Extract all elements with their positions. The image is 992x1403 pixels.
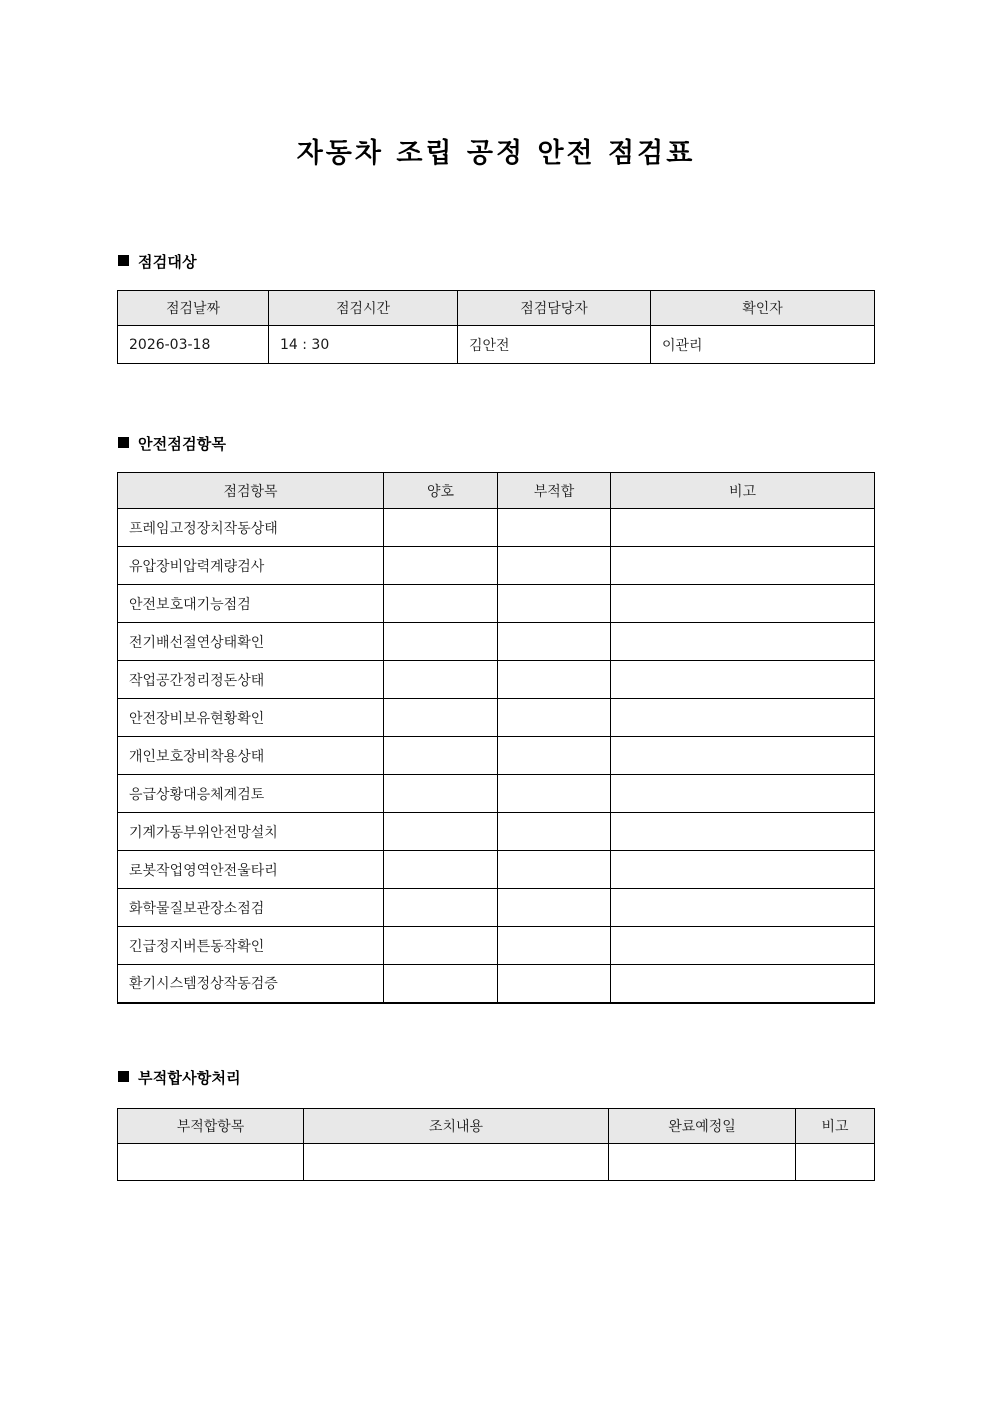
cell-remarks[interactable] <box>611 813 875 851</box>
cell-approver[interactable]: 이관리 <box>651 326 875 364</box>
cell-inspection-item[interactable]: 로봇작업영역안전울타리 <box>118 851 384 889</box>
cell-inspection-item[interactable]: 작업공간정리정돈상태 <box>118 661 384 699</box>
cell-nonconforming-check[interactable] <box>498 547 611 585</box>
cell-nonconforming-check[interactable] <box>498 775 611 813</box>
cell-remarks[interactable] <box>611 889 875 927</box>
cell-good-check[interactable] <box>384 585 498 623</box>
cell-good-check[interactable] <box>384 509 498 547</box>
cell-good-check[interactable] <box>384 699 498 737</box>
cell-remarks[interactable] <box>611 585 875 623</box>
column-header-time: 점검시간 <box>269 291 458 326</box>
column-header-item: 점검항목 <box>118 473 384 509</box>
nonconformance-table <box>117 1108 875 1181</box>
filled-square-icon <box>118 1071 129 1082</box>
cell-inspection-item[interactable]: 안전장비보유현황확인 <box>118 699 384 737</box>
column-header-due-date: 완료예정일 <box>609 1109 796 1144</box>
cell-good-check[interactable] <box>384 965 498 1003</box>
cell-time[interactable]: 14 : 30 <box>269 326 458 364</box>
cell-nonconforming-check[interactable] <box>498 509 611 547</box>
inspection-target-table <box>117 290 875 364</box>
cell-good-check[interactable] <box>384 547 498 585</box>
cell-inspection-item[interactable]: 긴급정지버튼동작확인 <box>118 927 384 965</box>
cell-inspection-item[interactable]: 기계가동부위안전망설치 <box>118 813 384 851</box>
cell-good-check[interactable] <box>384 889 498 927</box>
cell-inspection-item[interactable]: 응급상황대응체계검토 <box>118 775 384 813</box>
cell-good-check[interactable] <box>384 851 498 889</box>
column-header-nc-item: 부적합항목 <box>118 1109 304 1144</box>
column-header-remarks: 비고 <box>611 473 875 509</box>
cell-nc-item[interactable] <box>118 1144 304 1181</box>
cell-remarks[interactable] <box>611 965 875 1003</box>
cell-remarks[interactable] <box>611 661 875 699</box>
table-row <box>118 927 875 965</box>
column-header-good: 양호 <box>384 473 498 509</box>
cell-nonconforming-check[interactable] <box>498 813 611 851</box>
table-row <box>118 585 875 623</box>
section-heading-label: 안전점검항목 <box>138 435 227 453</box>
table-row <box>118 623 875 661</box>
cell-good-check[interactable] <box>384 927 498 965</box>
table-row <box>118 813 875 851</box>
cell-remarks[interactable] <box>611 927 875 965</box>
page-title: 자동차 조립 공정 안전 점검표 <box>296 138 696 169</box>
cell-nonconforming-check[interactable] <box>498 889 611 927</box>
section-heading-nonconformance <box>118 1068 241 1088</box>
cell-remarks[interactable] <box>611 775 875 813</box>
nonconformance-body <box>118 1144 875 1181</box>
column-header-inspector: 점검담당자 <box>458 291 651 326</box>
section-heading-inspection-target <box>118 252 197 272</box>
cell-remarks[interactable] <box>611 851 875 889</box>
cell-remarks[interactable] <box>611 623 875 661</box>
cell-inspection-item[interactable]: 환기시스템정상작동검증 <box>118 965 384 1003</box>
table-header-row <box>118 473 875 509</box>
cell-inspector[interactable]: 김안전 <box>458 326 651 364</box>
cell-good-check[interactable] <box>384 623 498 661</box>
cell-due-date[interactable] <box>609 1144 796 1181</box>
table-row <box>118 965 875 1003</box>
cell-nonconforming-check[interactable] <box>498 585 611 623</box>
table-row <box>118 737 875 775</box>
cell-inspection-item[interactable]: 프레임고정장치작동상태 <box>118 509 384 547</box>
cell-nonconforming-check[interactable] <box>498 851 611 889</box>
cell-nonconforming-check[interactable] <box>498 699 611 737</box>
table-row <box>118 547 875 585</box>
column-header-nonconforming: 부적합 <box>498 473 611 509</box>
table-row <box>118 661 875 699</box>
column-header-approver: 확인자 <box>651 291 875 326</box>
table-row <box>118 889 875 927</box>
cell-inspection-item[interactable]: 안전보호대기능점검 <box>118 585 384 623</box>
table-header-row <box>118 1109 875 1144</box>
cell-remarks[interactable] <box>611 547 875 585</box>
cell-remarks[interactable] <box>611 509 875 547</box>
column-header-date: 점검날짜 <box>118 291 269 326</box>
section-heading-safety-checklist <box>118 434 226 454</box>
safety-checklist-body <box>118 509 875 1003</box>
safety-checklist-table <box>117 472 875 1004</box>
cell-action-detail[interactable] <box>304 1144 609 1181</box>
cell-good-check[interactable] <box>384 661 498 699</box>
cell-nc-remarks[interactable] <box>796 1144 875 1181</box>
column-header-action: 조치내용 <box>304 1109 609 1144</box>
filled-square-icon <box>118 255 129 266</box>
cell-inspection-item[interactable]: 전기배선절연상태확인 <box>118 623 384 661</box>
table-header-row <box>118 291 875 326</box>
cell-date[interactable]: 2026-03-18 <box>118 326 269 364</box>
table-row <box>118 509 875 547</box>
cell-nonconforming-check[interactable] <box>498 623 611 661</box>
cell-inspection-item[interactable]: 유압장비압력계량검사 <box>118 547 384 585</box>
cell-good-check[interactable] <box>384 737 498 775</box>
table-row <box>118 1144 875 1181</box>
cell-inspection-item[interactable]: 개인보호장비착용상태 <box>118 737 384 775</box>
cell-good-check[interactable] <box>384 813 498 851</box>
table-row <box>118 326 875 364</box>
cell-remarks[interactable] <box>611 699 875 737</box>
cell-nonconforming-check[interactable] <box>498 737 611 775</box>
column-header-nc-remarks: 비고 <box>796 1109 875 1144</box>
section-heading-label: 점검대상 <box>138 253 197 271</box>
section-heading-label: 부적합사항처리 <box>138 1069 241 1087</box>
table-row <box>118 699 875 737</box>
cell-nonconforming-check[interactable] <box>498 661 611 699</box>
cell-remarks[interactable] <box>611 737 875 775</box>
cell-inspection-item[interactable]: 화학물질보관장소점검 <box>118 889 384 927</box>
table-row <box>118 775 875 813</box>
filled-square-icon <box>118 437 129 448</box>
cell-nonconforming-check[interactable] <box>498 927 611 965</box>
table-row <box>118 851 875 889</box>
cell-good-check[interactable] <box>384 775 498 813</box>
cell-nonconforming-check[interactable] <box>498 965 611 1003</box>
